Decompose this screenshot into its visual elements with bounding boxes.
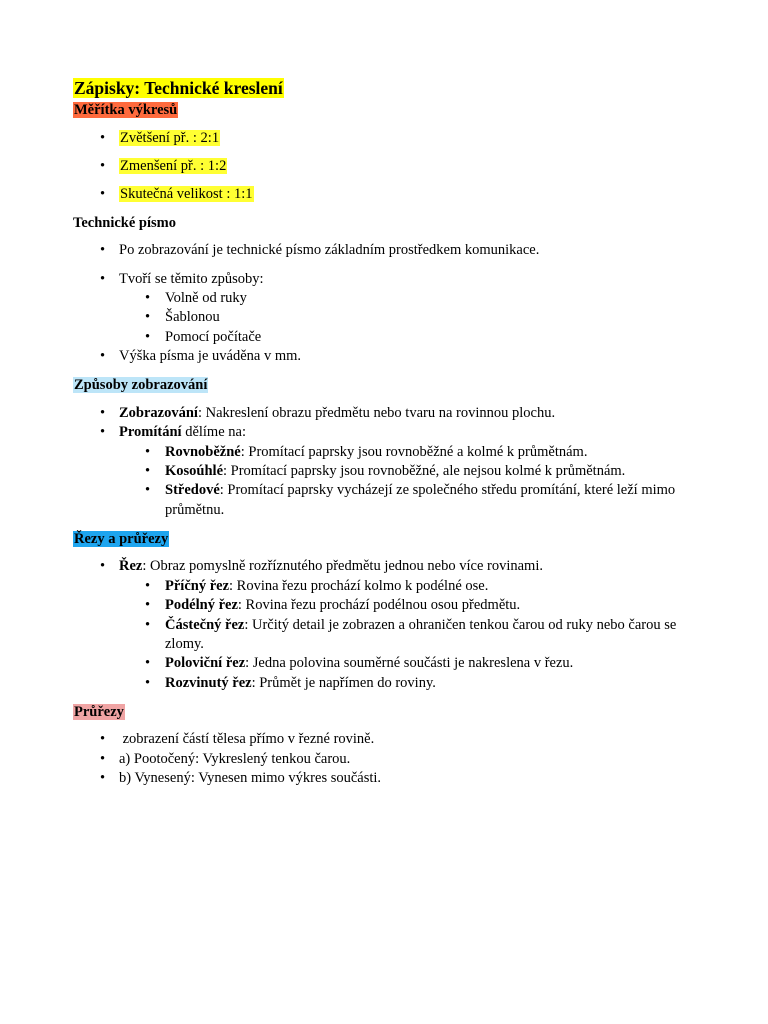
bullet bbox=[145, 674, 150, 693]
bullet bbox=[145, 481, 150, 500]
list-item bbox=[73, 404, 703, 423]
list-item-text: zobrazení částí tělesa přímo v řezné rovině. bbox=[119, 731, 375, 748]
list-item-text: Zvětšení př. : 2:1 bbox=[120, 129, 220, 146]
list-item bbox=[73, 157, 703, 176]
term-bold: Kosoúhlé bbox=[165, 463, 224, 480]
sub-list-item-text: Volně od ruky bbox=[165, 290, 247, 306]
heading-prurezy-text: Průřezy bbox=[74, 703, 124, 720]
heading-technicke-pismo: Technické písmo bbox=[73, 214, 176, 231]
sub-list-item bbox=[73, 462, 703, 481]
bullet bbox=[145, 616, 150, 635]
term-bold: Promítání bbox=[119, 424, 182, 441]
sub-list-item bbox=[73, 443, 703, 462]
bullet bbox=[100, 404, 105, 423]
term-bold: Rovnoběžné bbox=[165, 443, 241, 460]
list-item bbox=[73, 270, 703, 289]
sub-list-item bbox=[73, 577, 703, 596]
sub-list-item bbox=[73, 289, 703, 308]
list-item bbox=[73, 730, 703, 749]
term-definition: dělíme na: bbox=[181, 424, 246, 441]
term-bold: Příčný řez bbox=[165, 577, 230, 594]
sub-list-item bbox=[73, 674, 703, 693]
term-definition: : Rovina řezu prochází kolmo k podélné ose. bbox=[229, 577, 489, 594]
term-bold: Zobrazování bbox=[119, 404, 198, 421]
sub-list-item bbox=[73, 654, 703, 673]
list-item bbox=[73, 750, 703, 769]
term-definition: : Promítací paprsky jsou rovnoběžné, ale nejsou kolmé k průmětnám. bbox=[223, 463, 626, 480]
bullet bbox=[145, 289, 150, 308]
bullet bbox=[100, 157, 105, 176]
term-definition: : Průmět je napřímen do roviny. bbox=[251, 674, 436, 691]
list-rezy bbox=[73, 557, 703, 693]
bullet bbox=[100, 557, 105, 576]
bullet bbox=[100, 423, 105, 442]
list-item-text: Výška písma je uváděna v mm. bbox=[119, 348, 302, 365]
sub-list-item bbox=[73, 308, 703, 327]
list-item-text: Tvoří se těmito způsoby: bbox=[119, 270, 264, 287]
list-item-text: b) Vynesený: Vynesen mimo výkres součásti. bbox=[119, 770, 382, 787]
title-highlight: Zápisky: Technické kreslení bbox=[74, 78, 283, 98]
list-item-text: Skutečná velikost : 1:1 bbox=[120, 185, 253, 202]
list-item bbox=[73, 241, 703, 260]
term-definition: : Rovina řezu prochází podélnou osou předmětu. bbox=[237, 597, 521, 614]
list-item-text: Po zobrazování je technické písmo základním prostředkem komunikace. bbox=[119, 242, 540, 259]
term-bold: Středové bbox=[165, 482, 220, 499]
bullet bbox=[145, 654, 150, 673]
heading-prurezy bbox=[73, 702, 703, 722]
list-item bbox=[73, 423, 703, 442]
list-item bbox=[73, 185, 703, 204]
heading-rezy-text: Řezy a průřezy bbox=[74, 530, 169, 547]
list-item-text: a) Pootočený: Vykreslený tenkou čarou. bbox=[119, 750, 351, 767]
document-content bbox=[73, 76, 703, 789]
bullet bbox=[100, 185, 105, 204]
list-meritka bbox=[73, 129, 703, 204]
list-item bbox=[73, 557, 703, 576]
sub-list-item bbox=[73, 596, 703, 615]
sub-list-item-text: Šablonou bbox=[165, 309, 220, 326]
term-bold: Podélný řez bbox=[165, 597, 238, 614]
term-bold: Rozvinutý řez bbox=[165, 674, 252, 691]
bullet bbox=[145, 462, 150, 481]
bullet bbox=[100, 129, 105, 148]
bullet bbox=[100, 241, 105, 260]
sub-list-item-text: Pomocí počítače bbox=[165, 328, 262, 345]
term-definition: : Promítací paprsky vycházejí ze společného středu promítání, které leží mimo průmětnu. bbox=[165, 482, 676, 518]
bullet bbox=[145, 577, 150, 596]
bullet bbox=[100, 347, 105, 366]
heading-zpusoby-zobrazovani bbox=[73, 375, 703, 395]
list-technicke-pismo bbox=[73, 241, 703, 366]
term-definition: : Promítací paprsky jsou rovnoběžné a kolmé k průmětnám. bbox=[240, 443, 588, 460]
bullet bbox=[145, 308, 150, 327]
bullet bbox=[100, 270, 105, 289]
sub-list-item bbox=[73, 328, 703, 347]
document-title bbox=[73, 76, 703, 100]
bullet bbox=[145, 596, 150, 615]
bullet bbox=[145, 443, 150, 462]
term-definition: : Určitý detail je zobrazen a ohraničen tenkou čarou od ruky nebo čarou se zlomy. bbox=[165, 616, 677, 653]
bullet bbox=[100, 769, 105, 788]
heading-zpusoby-text: Způsoby zobrazování bbox=[74, 377, 208, 394]
term-bold: Řez bbox=[119, 558, 143, 575]
heading-meritka-text: Měřítka výkresů bbox=[74, 102, 178, 118]
sub-list-item bbox=[73, 481, 703, 520]
list-prurezy bbox=[73, 730, 703, 788]
term-definition: : Obraz pomyslně rozříznutého předmětu jednou nebo více rovinami. bbox=[142, 558, 543, 575]
list-item-text: Zmenšení př. : 1:2 bbox=[120, 157, 227, 174]
list-zpusoby bbox=[73, 404, 703, 520]
list-item bbox=[73, 347, 703, 366]
bullet bbox=[100, 730, 105, 749]
term-bold: Částečný řez bbox=[165, 616, 245, 633]
list-item bbox=[73, 129, 703, 148]
sub-list-item bbox=[73, 616, 703, 655]
heading-meritka bbox=[73, 100, 703, 120]
term-bold: Poloviční řez bbox=[165, 655, 246, 672]
bullet bbox=[100, 750, 105, 769]
term-definition: : Nakreslení obrazu předmětu nebo tvaru na rovinnou plochu. bbox=[197, 404, 556, 421]
term-definition: : Jedna polovina souměrné součásti je nakreslena v řezu. bbox=[245, 655, 574, 672]
heading-rezy-a-prurezy bbox=[73, 529, 703, 549]
list-item bbox=[73, 769, 703, 788]
bullet bbox=[145, 328, 150, 347]
